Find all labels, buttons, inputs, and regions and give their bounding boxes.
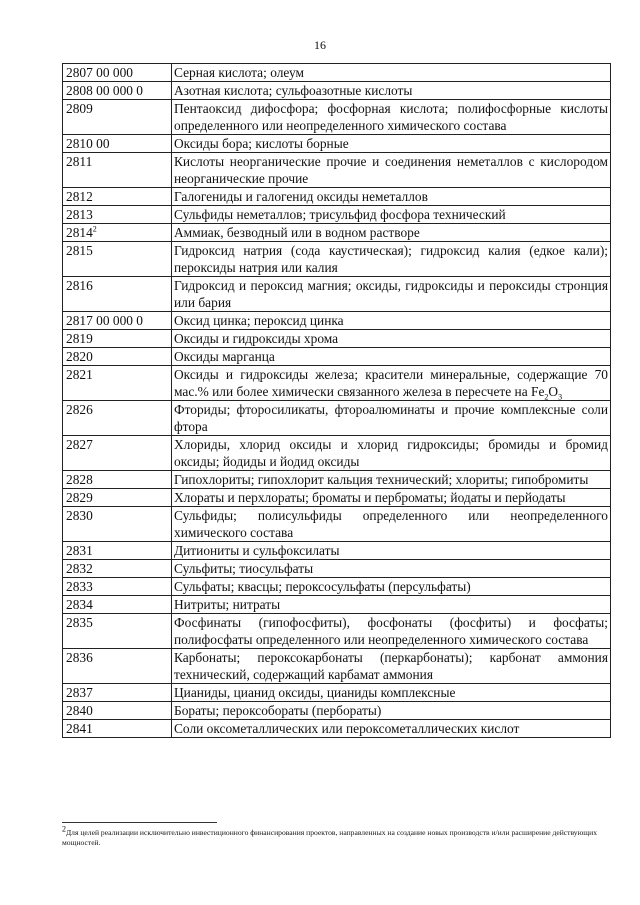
product-description: Сульфаты; квасцы; пероксосульфаты (персульфаты) xyxy=(174,579,471,594)
table-row xyxy=(63,684,611,702)
hs-code: 2807 00 000 xyxy=(66,65,133,80)
hs-code: 2820 xyxy=(66,349,93,364)
description-cell xyxy=(172,366,611,401)
table-row xyxy=(63,649,611,684)
product-description: Оксид цинка; пероксид цинка xyxy=(174,313,344,328)
hs-code: 2814 xyxy=(66,225,93,240)
hs-code: 2827 xyxy=(66,437,93,452)
hs-code: 2808 00 000 0 xyxy=(66,83,143,98)
description-cell xyxy=(172,614,611,649)
product-description: Сульфиды; полисульфиды определенного или неопределенного химического состава xyxy=(174,508,608,540)
table-row xyxy=(63,596,611,614)
table-row xyxy=(63,507,611,542)
table-row xyxy=(63,242,611,277)
formula-subscript: 3 xyxy=(558,392,563,402)
commodity-code-table xyxy=(62,63,611,738)
product-description: Пентаоксид дифосфора; фосфорная кислота; полифосфорные кислоты определенного или неопределенного химического состава xyxy=(174,101,608,133)
hs-code-cell xyxy=(63,277,172,312)
hs-code-cell xyxy=(63,489,172,507)
table-row xyxy=(63,82,611,100)
hs-code: 2810 00 xyxy=(66,136,110,151)
description-cell xyxy=(172,596,611,614)
hs-code-cell xyxy=(63,64,172,82)
product-description: Галогениды и галогенид оксиды неметаллов xyxy=(174,189,428,204)
description-cell xyxy=(172,330,611,348)
description-cell xyxy=(172,206,611,224)
hs-code-cell xyxy=(63,330,172,348)
description-cell xyxy=(172,277,611,312)
hs-code: 2834 xyxy=(66,597,93,612)
hs-code: 2817 00 000 0 xyxy=(66,313,143,328)
product-description: Гипохлориты; гипохлорит кальция технический; хлориты; гипобромиты xyxy=(174,472,589,487)
product-description: Оксиды и гидроксиды железа; красители минеральные, содержащие 70 мас.% или более химически связанного железа в пересчете на Fe xyxy=(174,367,608,399)
description-cell xyxy=(172,224,611,242)
product-description: Сульфиды неметаллов; трисульфид фосфора технический xyxy=(174,207,506,222)
table-row xyxy=(63,542,611,560)
hs-code: 2821 xyxy=(66,367,93,382)
hs-code-cell xyxy=(63,206,172,224)
footnote-marker: 2 xyxy=(62,824,66,834)
hs-code: 2828 xyxy=(66,472,93,487)
description-cell xyxy=(172,649,611,684)
product-description: Серная кислота; олеум xyxy=(174,65,304,80)
description-cell xyxy=(172,188,611,206)
table-row xyxy=(63,560,611,578)
description-cell xyxy=(172,100,611,135)
hs-code: 2829 xyxy=(66,490,93,505)
table-row xyxy=(63,614,611,649)
hs-code-cell xyxy=(63,578,172,596)
table-row xyxy=(63,100,611,135)
table-row xyxy=(63,224,611,242)
product-description: Цианиды, цианид оксиды, цианиды комплексные xyxy=(174,685,456,700)
page-number: 16 xyxy=(314,38,326,52)
hs-code-cell xyxy=(63,684,172,702)
hs-code-cell xyxy=(63,614,172,649)
product-description: Оксиды марганца xyxy=(174,349,275,364)
product-description: Фосфинаты (гипофосфиты), фосфонаты (фосфиты) и фосфаты; полифосфаты определенного или неопределенного химического состава xyxy=(174,615,608,647)
product-description: Соли оксометаллических или пероксометаллических кислот xyxy=(174,721,520,736)
hs-code-cell xyxy=(63,471,172,489)
table-row xyxy=(63,153,611,188)
hs-code: 2816 xyxy=(66,278,93,293)
hs-code-cell xyxy=(63,82,172,100)
product-description: Сульфиты; тиосульфаты xyxy=(174,561,314,576)
product-description: Оксиды бора; кислоты борные xyxy=(174,136,349,151)
table-row xyxy=(63,135,611,153)
description-cell xyxy=(172,312,611,330)
footnote-text: Для целей реализации исключительно инвестиционного финансирования проектов, направленных на создание новых производств и/или расширение действующих мощностей. xyxy=(62,828,597,847)
table-row xyxy=(63,436,611,471)
hs-code: 2835 xyxy=(66,615,93,630)
description-cell xyxy=(172,542,611,560)
description-cell xyxy=(172,348,611,366)
product-description: Дитиониты и сульфоксилаты xyxy=(174,543,340,558)
description-cell xyxy=(172,507,611,542)
product-description: Хлориды, хлорид оксиды и хлорид гидроксиды; бромиды и бромид оксиды; йодиды и йодид оксиды xyxy=(174,437,608,469)
hs-code-cell xyxy=(63,224,172,242)
product-description: Гидроксид и пероксид магния; оксиды, гидроксиды и пероксиды стронция или бария xyxy=(174,278,608,310)
hs-code: 2809 xyxy=(66,101,93,116)
hs-code-cell xyxy=(63,366,172,401)
product-description: Гидроксид натрия (сода каустическая); гидроксид калия (едкое кали); пероксиды натрия или калия xyxy=(174,243,608,275)
hs-code: 2812 xyxy=(66,189,93,204)
hs-code-cell xyxy=(63,436,172,471)
table-row xyxy=(63,401,611,436)
description-cell xyxy=(172,135,611,153)
hs-code-cell xyxy=(63,596,172,614)
description-cell xyxy=(172,82,611,100)
hs-code: 2841 xyxy=(66,721,93,736)
table-row xyxy=(63,366,611,401)
hs-code-cell xyxy=(63,401,172,436)
formula-element: O xyxy=(548,384,559,399)
table-row xyxy=(63,471,611,489)
hs-code: 2826 xyxy=(66,402,93,417)
product-description: Оксиды и гидроксиды хрома xyxy=(174,331,339,346)
description-cell xyxy=(172,153,611,188)
product-description: Аммиак, безводный или в водном растворе xyxy=(174,225,420,240)
hs-code-cell xyxy=(63,153,172,188)
hs-code-cell xyxy=(63,312,172,330)
table-row xyxy=(63,578,611,596)
hs-code-cell xyxy=(63,542,172,560)
product-description: Кислоты неорганические прочие и соединения неметаллов с кислородом неорганические прочие xyxy=(174,154,608,186)
hs-code-cell xyxy=(63,348,172,366)
hs-code-cell xyxy=(63,560,172,578)
table-row xyxy=(63,188,611,206)
footnote-reference: 2 xyxy=(92,224,97,234)
hs-code: 2836 xyxy=(66,650,93,665)
hs-code: 2815 xyxy=(66,243,93,258)
product-description: Нитриты; нитраты xyxy=(174,597,281,612)
hs-code: 2837 xyxy=(66,685,93,700)
table-row xyxy=(63,702,611,720)
description-cell xyxy=(172,560,611,578)
hs-code: 2832 xyxy=(66,561,93,576)
footnote-divider xyxy=(62,822,217,823)
description-cell xyxy=(172,489,611,507)
product-description: Азотная кислота; сульфоазотные кислоты xyxy=(174,83,413,98)
hs-code: 2833 xyxy=(66,579,93,594)
hs-code-cell xyxy=(63,702,172,720)
description-cell xyxy=(172,702,611,720)
hs-code-cell xyxy=(63,242,172,277)
table-row xyxy=(63,312,611,330)
table-row xyxy=(63,64,611,82)
description-cell xyxy=(172,684,611,702)
formula-subscript: 2 xyxy=(544,392,549,402)
description-cell xyxy=(172,720,611,738)
hs-code-cell xyxy=(63,720,172,738)
table-row xyxy=(63,330,611,348)
table-row xyxy=(63,720,611,738)
hs-code: 2830 xyxy=(66,508,93,523)
description-cell xyxy=(172,64,611,82)
table-row xyxy=(63,348,611,366)
description-cell xyxy=(172,578,611,596)
description-cell xyxy=(172,436,611,471)
hs-code: 2840 xyxy=(66,703,93,718)
hs-code-cell xyxy=(63,100,172,135)
hs-code: 2813 xyxy=(66,207,93,222)
footnote xyxy=(62,824,614,848)
hs-code: 2811 xyxy=(66,154,93,169)
hs-code: 2819 xyxy=(66,331,93,346)
description-cell xyxy=(172,401,611,436)
table-row xyxy=(63,206,611,224)
hs-code-cell xyxy=(63,507,172,542)
description-cell xyxy=(172,471,611,489)
product-description: Фториды; фторосиликаты, фтороалюминаты и прочие комплексные соли фтора xyxy=(174,402,608,434)
product-description: Карбонаты; пероксокарбонаты (перкарбонаты); карбонат аммония технический, содержащий карбамат аммония xyxy=(174,650,608,682)
product-description: Бораты; пероксобораты (пербораты) xyxy=(174,703,382,718)
product-description: Хлораты и перхлораты; броматы и перброматы; йодаты и перйодаты xyxy=(174,490,566,505)
hs-code-cell xyxy=(63,188,172,206)
hs-code-cell xyxy=(63,135,172,153)
table-row xyxy=(63,277,611,312)
description-cell xyxy=(172,242,611,277)
hs-code-cell xyxy=(63,649,172,684)
hs-code: 2831 xyxy=(66,543,93,558)
table-row xyxy=(63,489,611,507)
